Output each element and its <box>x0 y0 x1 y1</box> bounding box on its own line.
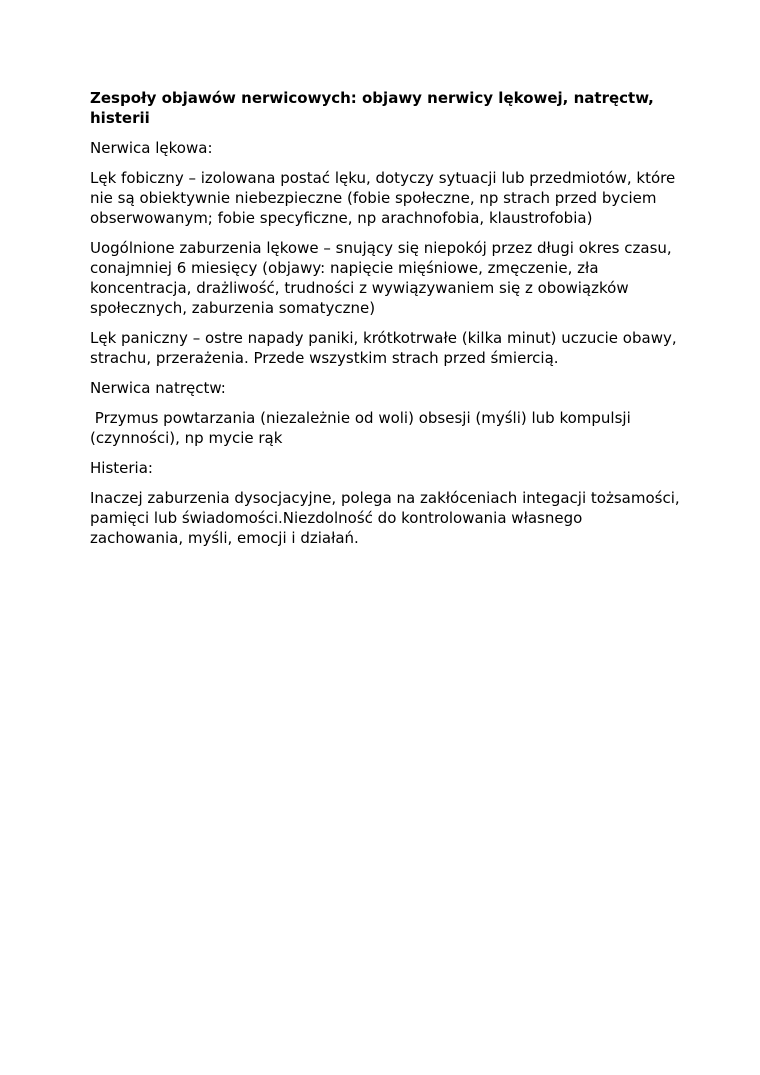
section-heading-nerwica-natrectw: Nerwica natręctw: <box>90 379 226 397</box>
paragraph-histeria: Inaczej zaburzenia dysocjacyjne, polega na zakłóceniach integacji tożsamości, pamięci lub świadomości.Niezdolność do kontrolowania własnego zachowania, myśli, emocji i działań. <box>90 489 680 547</box>
document-body <box>90 88 680 558</box>
paragraph-przymus-powtarzania: Przymus powtarzania (niezależnie od woli) obsesji (myśli) lub kompulsji (czynności), np mycie rąk <box>90 409 636 447</box>
paragraph-uogolnione-zaburzenia: Uogólnione zaburzenia lękowe – snujący się niepokój przez długi okres czasu, conajmniej 6 miesięcy (objawy: napięcie mięśniowe, zmęczenie, zła koncentracja, drażliwość, trudności z wywiązywaniem się z obowiązków społecznych, zaburzenia somatyczne) <box>90 239 672 317</box>
paragraph-lek-paniczny: Lęk paniczny – ostre napady paniki, krótkotrwałe (kilka minut) uczucie obawy, strachu, przerażenia. Przede wszystkim strach przed śmiercią. <box>90 329 677 367</box>
section-heading-histeria: Histeria: <box>90 459 153 477</box>
section-heading-nerwica-lekowa: Nerwica lękowa: <box>90 139 213 157</box>
paragraph-lek-fobiczny: Lęk fobiczny – izolowana postać lęku, dotyczy sytuacji lub przedmiotów, które nie są obiektywnie niebezpieczne (fobie społeczne, np strach przed byciem obserwowanym; fobie specyficzne, np arachnofobia, klaustrofobia) <box>90 169 676 227</box>
document-title: Zespoły objawów nerwicowych: objawy nerwicy lękowej, natręctw, histerii <box>90 89 654 127</box>
